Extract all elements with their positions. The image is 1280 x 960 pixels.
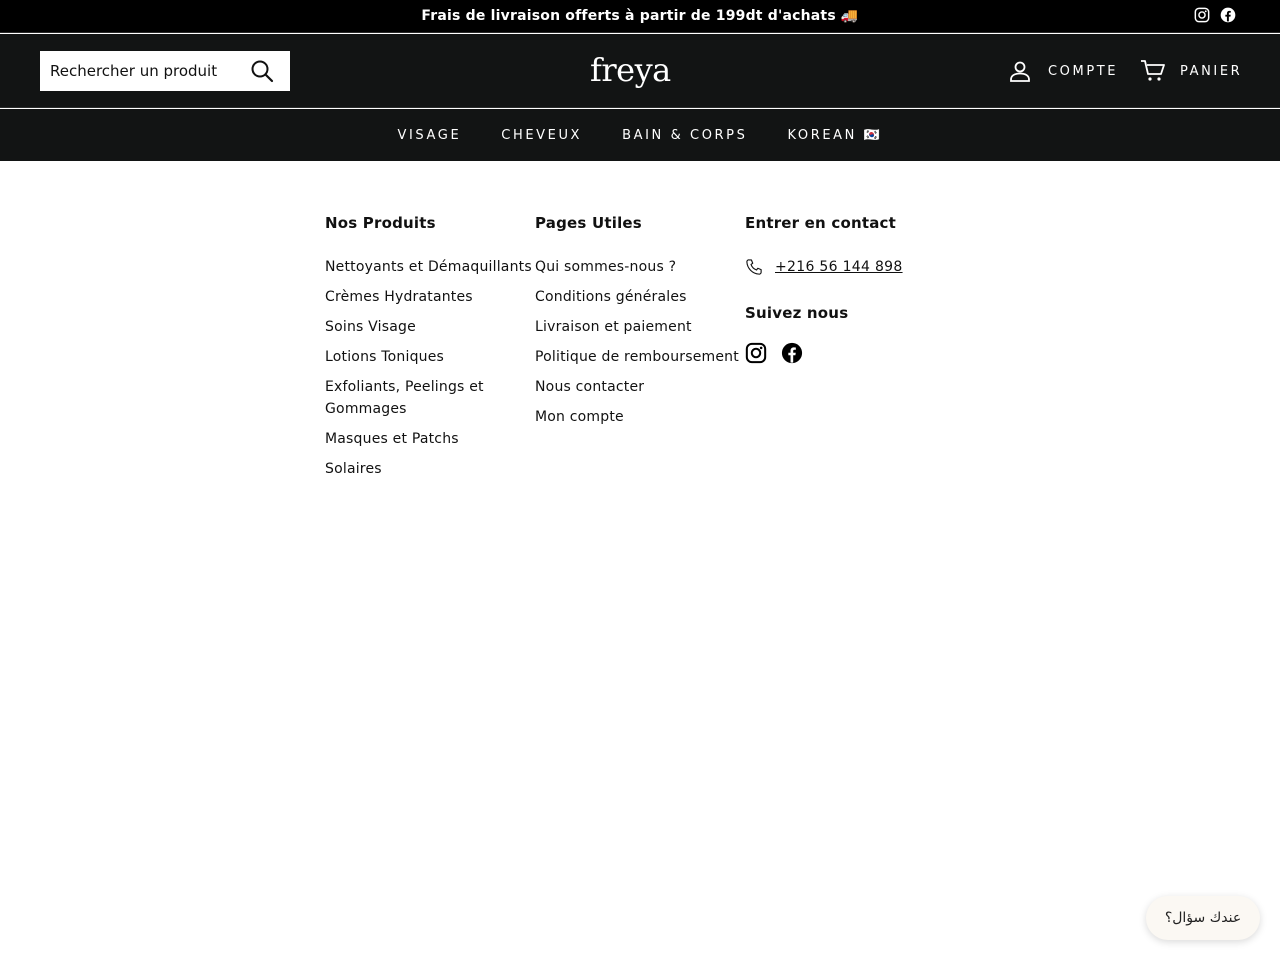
footer-column-pages [535,214,745,436]
footer-link[interactable]: Solaires [325,461,382,477]
nav-item-cheveux[interactable]: CHEVEUX [501,127,583,143]
footer-link[interactable]: Nous contacter [535,379,645,395]
nav-item-visage[interactable]: VISAGE [397,127,462,143]
cart-label: PANIER [1180,63,1243,79]
footer-heading: Nos Produits [325,214,436,232]
search-input[interactable] [40,51,240,91]
nav-item-bain-corps[interactable]: BAIN & CORPS [622,127,748,143]
account-link[interactable] [1008,58,1118,84]
main-nav [0,109,1280,161]
instagram-icon[interactable] [745,342,767,364]
footer-link[interactable]: Exfoliants, Peelings et Gommages [325,379,484,417]
cart-icon [1140,59,1166,83]
announcement-text: Frais de livraison offerts à partir de 199dt d'achats 🚚 [421,8,859,24]
phone-icon [745,258,763,276]
footer-link[interactable]: Conditions générales [535,289,687,305]
facebook-icon[interactable] [1220,7,1236,23]
user-icon [1008,59,1032,83]
phone-row [745,256,965,278]
footer-link[interactable]: Mon compte [535,409,624,425]
nav-item-korean[interactable]: KOREAN 🇰🇷 [787,127,883,143]
footer-link[interactable]: Politique de remboursement [535,349,739,365]
footer-link[interactable]: Livraison et paiement [535,319,692,335]
footer-link[interactable]: Masques et Patchs [325,431,459,447]
search-form [40,51,290,91]
instagram-icon[interactable] [1194,7,1210,23]
footer-link[interactable]: Lotions Toniques [325,349,445,365]
footer-link[interactable]: Crèmes Hydratantes [325,289,473,305]
footer-heading: Suivez nous [745,304,849,322]
footer-link[interactable]: Soins Visage [325,319,416,335]
search-icon[interactable] [250,59,274,83]
site-header [0,34,1280,108]
footer-column-contact [745,214,965,364]
footer-column-products [325,214,535,488]
phone-link[interactable]: +216 56 144 898 [775,259,903,275]
footer-heading: Pages Utiles [535,214,642,232]
facebook-icon[interactable] [781,342,803,364]
announcement-bar [0,0,1280,33]
footer-heading: Entrer en contact [745,214,896,232]
footer-link[interactable]: Nettoyants et Démaquillants [325,259,532,275]
announcement-social [1194,7,1236,23]
account-label: COMPTE [1048,63,1119,79]
chat-button[interactable]: عندك سؤال؟ [1146,896,1260,940]
footer-link[interactable]: Qui sommes-nous ? [535,259,677,275]
site-logo[interactable]: freya [590,51,671,89]
cart-link[interactable] [1140,58,1242,84]
footer-social [745,342,965,364]
